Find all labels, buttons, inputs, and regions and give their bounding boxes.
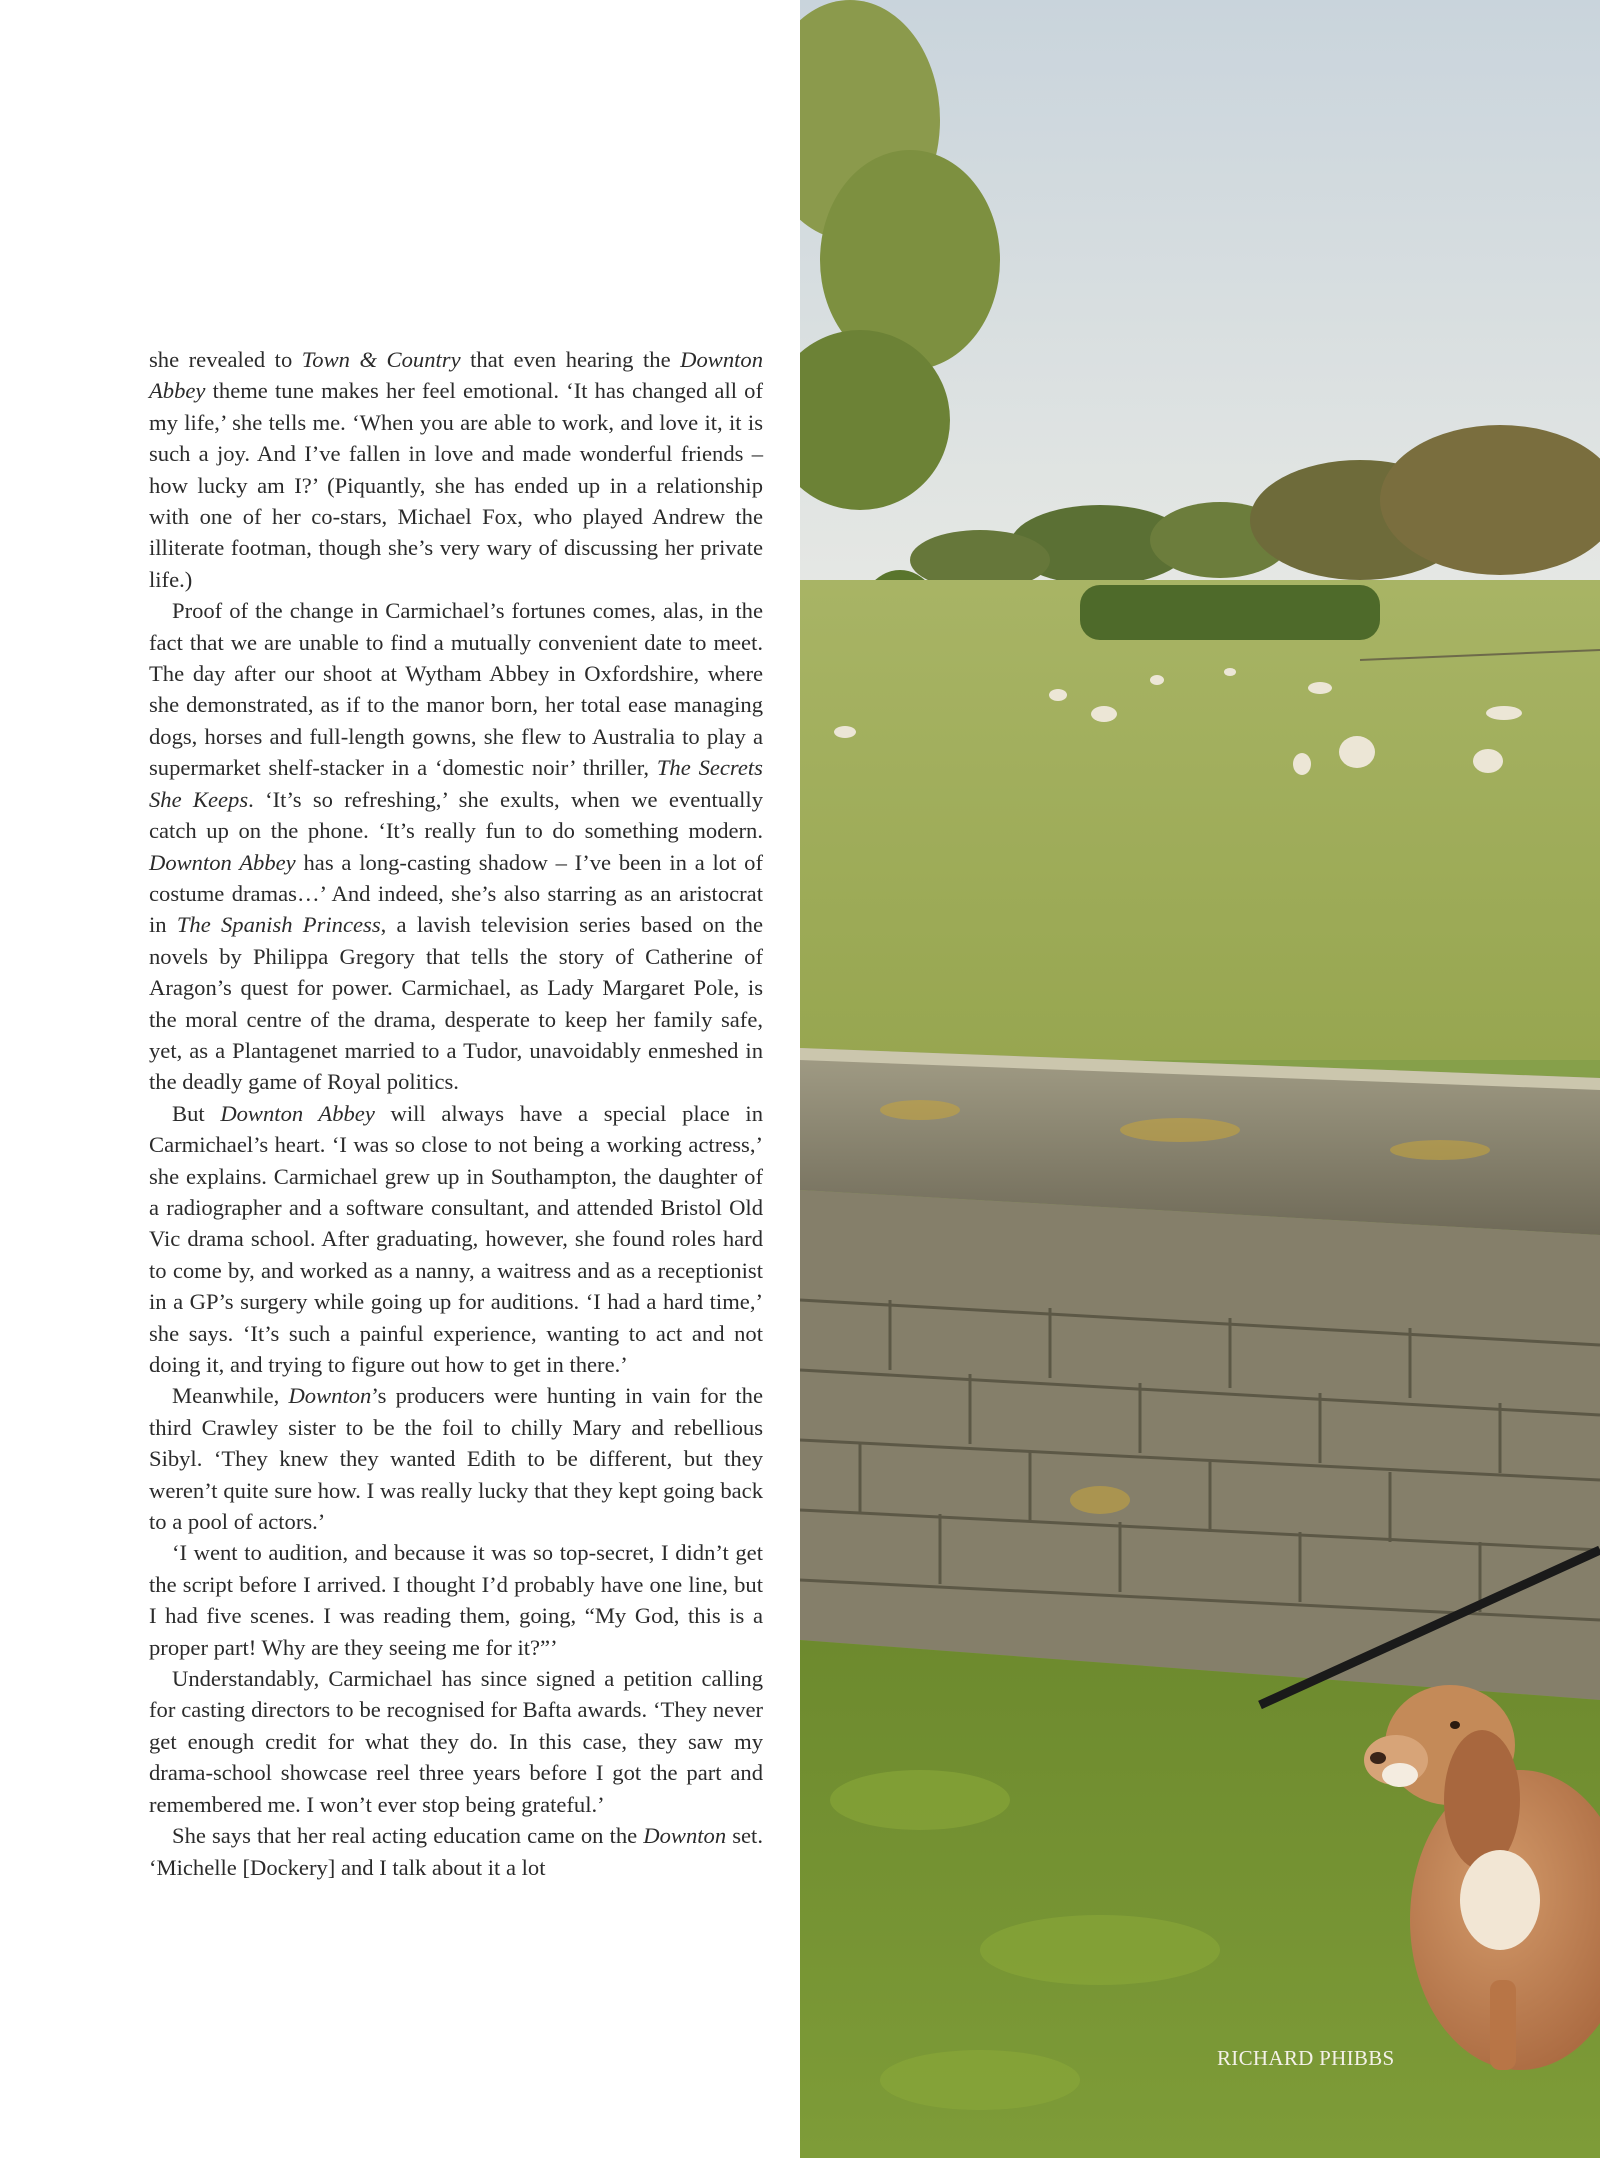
article-paragraph bbox=[149, 1380, 763, 1537]
text-run: , a lavish television series based on the novels by Philippa Gregory that tells the story of Catherine of Aragon’s quest for power. Carmichael, as Lady Margaret Pole, is the moral centre of the drama, desperate to keep her family safe, yet, as a Plantagenet married to a Tudor, unavoidably enmeshed in the deadly game of Royal politics. bbox=[149, 912, 763, 1095]
text-run: Understandably, Carmichael has since signed a petition calling for casting directors to be recognised for Bafta awards. ‘They never get enough credit for what they do. In this case, they saw my drama-school showcase reel three years before I got the part and remembered me. I won’t ever stop being grateful.’ bbox=[149, 1666, 763, 1817]
text-run: She says that her real acting education came on the bbox=[172, 1823, 644, 1849]
article-paragraph bbox=[149, 1820, 763, 1883]
italic-title: The Spanish Princess bbox=[176, 912, 381, 938]
hedge bbox=[1080, 585, 1380, 640]
text-run: she revealed to bbox=[149, 347, 302, 372]
italic-title: Downton bbox=[288, 1383, 372, 1409]
italic-title: Downton bbox=[643, 1823, 727, 1849]
text-run: that even hearing the bbox=[460, 347, 681, 372]
italic-title: Downton Abbey bbox=[220, 1100, 375, 1126]
article-body bbox=[149, 344, 763, 1883]
article-paragraph bbox=[149, 1098, 763, 1381]
photo-countryside-spaniel bbox=[800, 0, 1600, 2158]
text-run: But bbox=[172, 1100, 221, 1126]
text-run: . ‘It’s so refreshing,’ she exults, when we eventually catch up on the phone. ‘It’s really fun to do something modern. bbox=[149, 786, 763, 844]
article-paragraph bbox=[149, 1537, 763, 1663]
text-run: ’s producers were hunting in vain for the third Crawley sister to be the foil to chilly Mary and rebellious Sibyl. ‘They knew they wanted Edith to be different, but they weren’t quite sure how. I was really lucky that they kept going back to a pool of actors.’ bbox=[149, 1383, 763, 1535]
photo-credit: RICHARD PHIBBS bbox=[1217, 2046, 1395, 2070]
text-run: ‘I went to audition, and because it was so top-secret, I didn’t get the script before I arrived. I thought I’d probably have one line, but I had five scenes. I was reading them, going, “My God, this is a proper part! Why are they seeing me for it?”’ bbox=[149, 1540, 763, 1660]
article-paragraph bbox=[149, 1663, 763, 1820]
italic-title: Downton Abbey bbox=[149, 347, 763, 404]
text-run: theme tune makes her feel emotional. ‘It has changed all of my life,’ she tells me. ‘When you are able to work, and love it, it is such a joy. And I’ve fallen in love and made wonderful friends – how lucky am I?’ (Piquantly, she has ended up in a relationship with one of her co-stars, Michael Fox, who played Andrew the illiterate footman, though she’s very wary of discussing her private life.) bbox=[149, 378, 763, 592]
article-paragraph bbox=[149, 595, 763, 1098]
italic-title: Downton Abbey bbox=[149, 849, 296, 875]
article-paragraph bbox=[149, 344, 763, 595]
text-run: has a long-casting shadow – I’ve been in a lot of costume dramas…’ And indeed, she’s also starring as an aristocrat in bbox=[149, 849, 763, 938]
text-run: Proof of the change in Carmichael’s fortunes comes, alas, in the fact that we are unable to find a mutually convenient date to meet. The day after our shoot at Wytham Abbey in Oxfordshire, where she demonstrated, as if to the manor born, her total ease managing dogs, horses and full-length gowns, she flew to Australia to play a supermarket shelf-stacker in a ‘domestic noir’ thriller, bbox=[149, 598, 763, 781]
pasture bbox=[800, 580, 1600, 1060]
text-run: set. ‘Michelle [Dockery] and I talk about it a lot bbox=[149, 1823, 763, 1880]
text-run: Meanwhile, bbox=[172, 1383, 289, 1409]
text-run: will always have a special place in Carmichael’s heart. ‘I was so close to not being a working actress,’ she explains. Carmichael grew up in Southampton, the daughter of a radiographer and a software consultant, and attended Bristol Old Vic drama school. After graduating, however, she found roles hard to come by, and worked as a nanny, a waitress and as a receptionist in a GP’s surgery while going up for auditions. ‘I had a hard time,’ she says. ‘It’s such a painful experience, wanting to act and not doing it, and trying to figure out how to get in there.’ bbox=[149, 1100, 764, 1377]
italic-title: The Secrets She Keeps bbox=[149, 755, 763, 812]
italic-title: Town & Country bbox=[301, 347, 461, 372]
